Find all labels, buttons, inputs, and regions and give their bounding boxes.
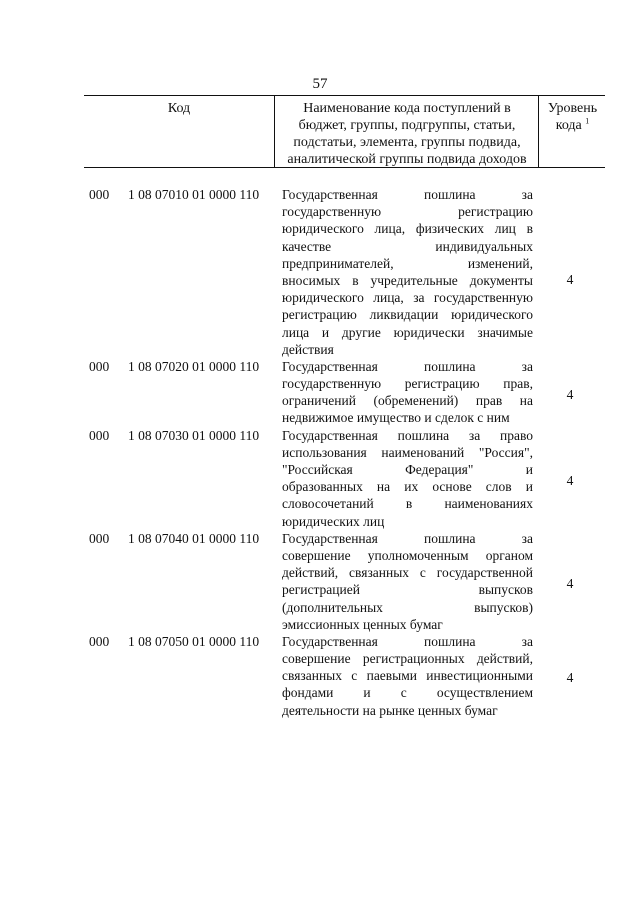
- admin-code: 000: [89, 427, 110, 443]
- revenue-name-line: словосочетаний в наименованиях: [282, 496, 533, 512]
- revenue-name-line: "Российская Федерация" и: [282, 462, 533, 477]
- revenue-name-line: Государственная пошлина за: [282, 633, 533, 649]
- table-row: [0, 530, 640, 633]
- admin-code: 000: [89, 633, 110, 649]
- revenue-name-line: предпринимателей, изменений,: [282, 255, 533, 271]
- revenue-name-line: Государственная пошлина за: [282, 530, 533, 546]
- column-divider: [538, 96, 539, 167]
- footnote-marker: 1: [585, 116, 590, 126]
- header-name-line: подстатьи, элемента, группы подвида,: [293, 135, 521, 150]
- revenue-name-line: связанных с паевыми инвестиционными: [282, 668, 533, 684]
- revenue-name-line: Государственная пошлина за: [282, 187, 533, 202]
- header-level-line: Уровень: [547, 101, 598, 116]
- table-row: [0, 186, 640, 358]
- revenue-name-line: недвижимое имущество и сделок с ним: [282, 410, 510, 426]
- code-level: 4: [566, 472, 574, 488]
- revenue-name-line: лица и другие юридически значимые: [282, 324, 533, 340]
- revenue-name-line: (дополнительных выпусков): [282, 599, 533, 615]
- column-divider: [274, 96, 275, 167]
- table-header: [84, 95, 605, 168]
- code-level: 4: [566, 575, 574, 591]
- revenue-name: [282, 530, 533, 633]
- header-level: [540, 100, 605, 134]
- revenue-name-line: образованных на их основе слов и: [282, 479, 533, 495]
- revenue-name-line: вносимых в учредительные документы: [282, 272, 533, 288]
- code-level: 4: [566, 669, 574, 685]
- header-name-line: бюджет, группы, подгруппы, статьи,: [298, 118, 516, 133]
- table-row: [0, 633, 640, 719]
- revenue-name-line: действия: [282, 341, 334, 357]
- code-level: 4: [566, 386, 574, 402]
- admin-code: 000: [89, 187, 110, 202]
- revenue-name-line: Государственная пошлина за: [282, 358, 533, 374]
- header-name-line: аналитической группы подвида доходов: [287, 152, 527, 167]
- revenue-name-line: совершение уполномоченным органом: [282, 547, 533, 563]
- revenue-name-line: регистрацию ликвидации юридического: [282, 307, 533, 323]
- revenue-name-line: фондами и с осуществлением: [282, 685, 533, 701]
- table-row: [0, 358, 640, 427]
- revenue-name-line: регистрацией выпусков: [282, 582, 533, 598]
- revenue-code: 1 08 07020 01 0000 110: [128, 358, 260, 374]
- revenue-name-line: государственную регистрацию прав,: [282, 376, 533, 392]
- revenue-name-line: государственную регистрацию: [282, 204, 533, 220]
- admin-code: 000: [89, 358, 110, 374]
- header-name: [276, 100, 538, 168]
- header-code: Код: [167, 101, 191, 116]
- header-level-word: кода: [555, 118, 582, 133]
- revenue-name: [282, 427, 533, 530]
- revenue-name-line: ограничений (обременений) прав на: [282, 393, 533, 409]
- page-number: 57: [312, 76, 328, 92]
- revenue-name-line: юридического лица, за государственную: [282, 290, 533, 306]
- revenue-name-line: использования наименований "Россия",: [282, 444, 533, 460]
- code-level: 4: [566, 272, 574, 287]
- revenue-name-line: совершение регистрационных действий,: [282, 651, 533, 667]
- revenue-name: [282, 186, 533, 358]
- revenue-name: [282, 633, 533, 719]
- revenue-name-line: деятельности на рынке ценных бумаг: [282, 702, 498, 718]
- revenue-code: 1 08 07030 01 0000 110: [128, 427, 260, 443]
- revenue-code: 1 08 07040 01 0000 110: [128, 530, 260, 546]
- admin-code: 000: [89, 530, 110, 546]
- revenue-name: [282, 358, 533, 427]
- table-row: [0, 427, 640, 530]
- revenue-name-line: эмиссионных ценных бумаг: [282, 616, 443, 632]
- revenue-name-line: юридических лиц: [282, 513, 385, 529]
- revenue-name-line: Государственная пошлина за право: [282, 427, 533, 443]
- revenue-code: 1 08 07050 01 0000 110: [128, 633, 260, 649]
- revenue-name-line: действий, связанных с государственной: [282, 565, 533, 581]
- revenue-name-line: юридического лица, физических лиц в: [282, 221, 533, 237]
- header-name-line: Наименование кода поступлений в: [303, 101, 511, 116]
- revenue-name-line: качестве индивидуальных: [282, 238, 533, 254]
- revenue-code: 1 08 07010 01 0000 110: [128, 187, 260, 202]
- header-level-line: [540, 117, 605, 134]
- table-body: [0, 186, 640, 719]
